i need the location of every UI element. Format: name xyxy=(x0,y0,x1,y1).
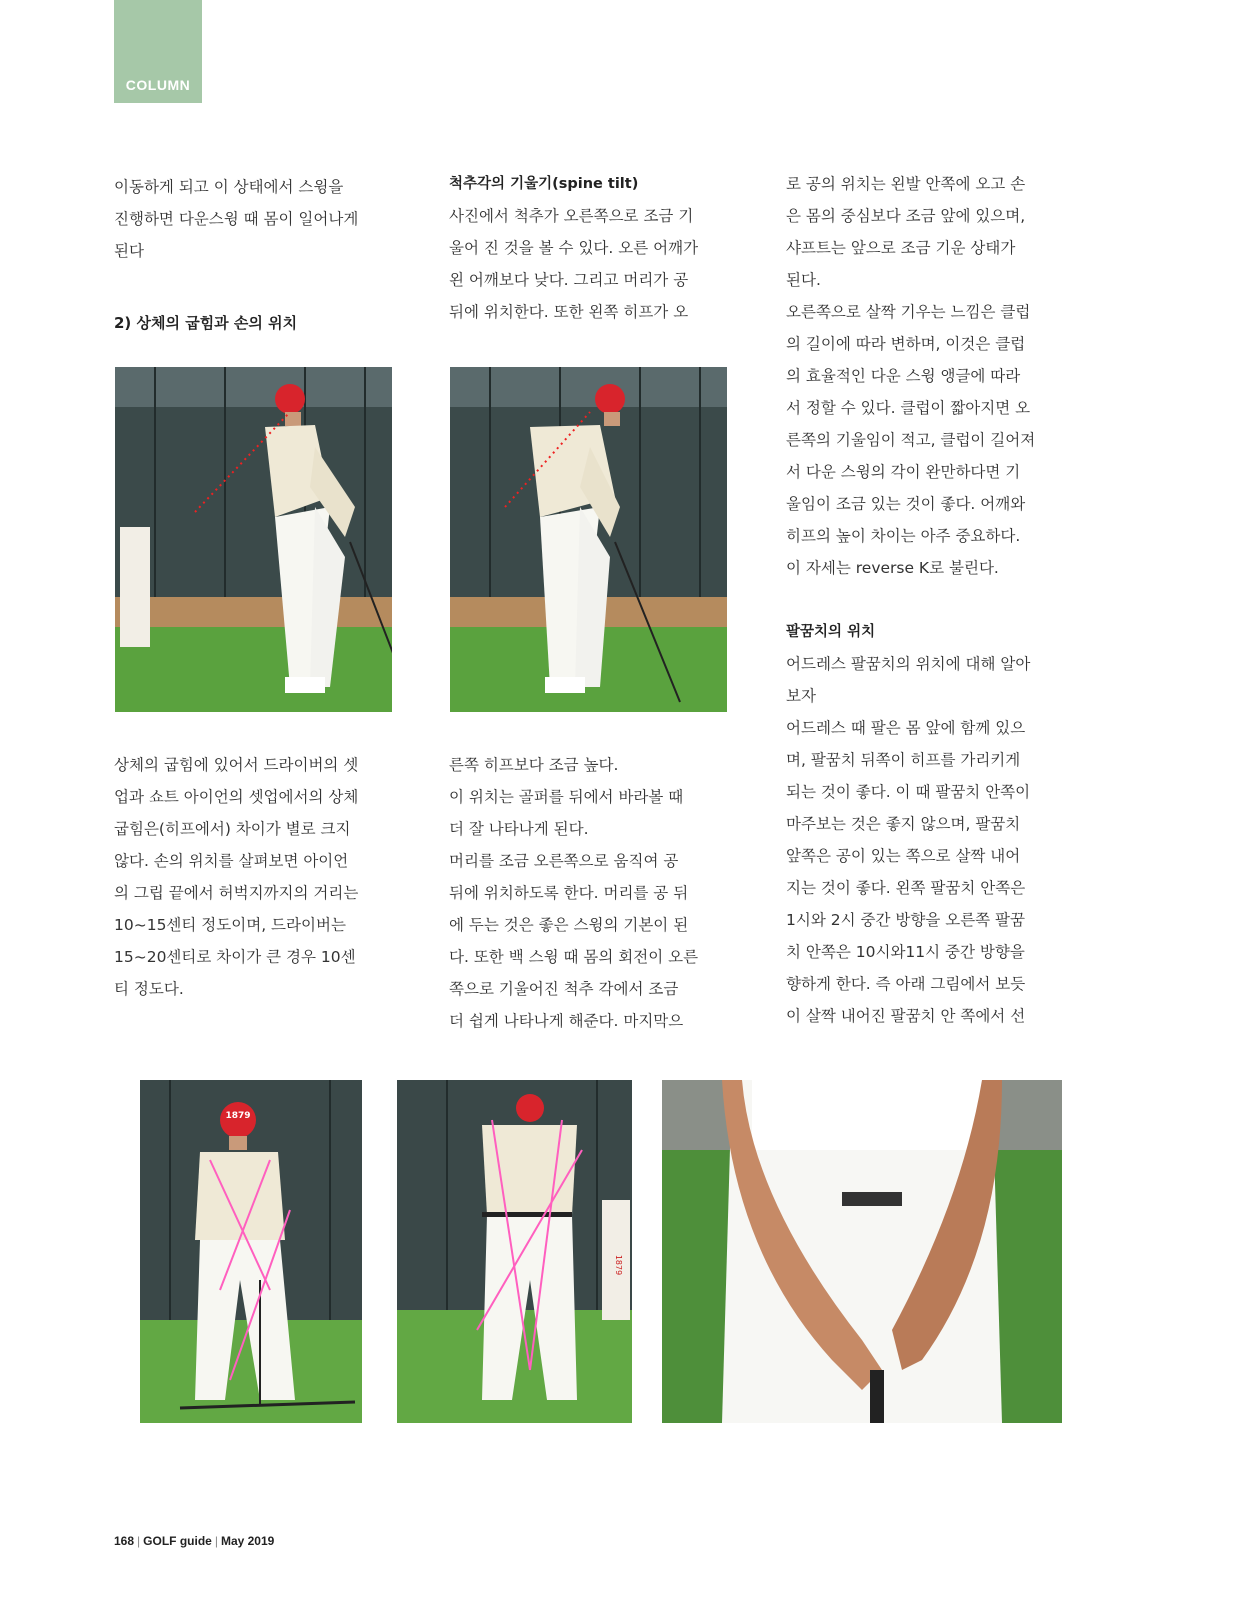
text-line: 15~20센티로 차이가 큰 경우 10센 xyxy=(114,948,356,966)
photo-elbow-closeup xyxy=(662,1080,1062,1423)
text-line: 로 공의 위치는 왼발 안쪽에 오고 손 xyxy=(786,175,1026,193)
bag-number: 1879 xyxy=(614,1254,623,1276)
text-line: 티 정도다. xyxy=(114,980,184,998)
text-line: 이 자세는 reverse K로 불린다. xyxy=(786,559,999,577)
text-line: 울어 진 것을 볼 수 있다. 오른 어깨가 xyxy=(449,239,699,257)
text-line: 더 잘 나타나게 된다. xyxy=(449,820,589,838)
text-line: 쪽으로 기울어진 척추 각에서 조금 xyxy=(449,980,679,998)
text-line: 이 살짝 내어진 팔꿈치 안 쪽에서 선 xyxy=(786,1007,1026,1025)
text-line: 않다. 손의 위치를 살펴보면 아이언 xyxy=(114,852,349,870)
magazine-name: GOLF guide xyxy=(143,1534,212,1548)
issue-date: May 2019 xyxy=(220,1534,275,1548)
text-line: 이동하게 되고 이 상태에서 스윙을 xyxy=(114,178,344,196)
photo-front-view xyxy=(140,1080,362,1423)
text-line: 업과 쇼트 아이언의 셋업에서의 상체 xyxy=(114,788,359,806)
middle-column-top xyxy=(449,168,698,328)
text-line: 되는 것이 좋다. 이 때 팔꿈치 안쪽이 xyxy=(786,783,1031,801)
text-line: 른쪽의 기울임이 적고, 클럽이 길어져 xyxy=(786,431,1036,449)
text-line: 치 안쪽은 10시와11시 중간 방향을 xyxy=(786,943,1025,961)
text-line: 오른쪽으로 살짝 기우는 느낌은 클럽 xyxy=(786,303,1031,321)
text-line: 왼 어깨보다 낮다. 그리고 머리가 공 xyxy=(449,271,689,289)
photo-rear-view xyxy=(397,1080,632,1423)
right-column xyxy=(786,168,1035,1032)
text-line: 의 길이에 따라 변하며, 이것은 클럽 xyxy=(786,335,1026,353)
text-line: 지는 것이 좋다. 왼쪽 팔꿈치 안쪽은 xyxy=(786,879,1026,897)
text-line: 어드레스 팔꿈치의 위치에 대해 알아 xyxy=(786,655,1031,673)
page-number: 168 xyxy=(114,1534,135,1548)
text-line: 뒤에 위치한다. 또한 왼쪽 히프가 오 xyxy=(449,303,689,321)
text-line: 서 다운 스윙의 각이 완만하다면 기 xyxy=(786,463,1021,481)
text-line: 의 그립 끝에서 허벅지까지의 거리는 xyxy=(114,884,359,902)
left-column-bottom xyxy=(114,749,358,1005)
middle-column-bottom xyxy=(449,749,698,1037)
photo-side-view-2 xyxy=(450,367,727,712)
text-line: 된다. xyxy=(786,271,821,289)
text-line: 앞쪽은 공이 있는 쪽으로 살짝 내어 xyxy=(786,847,1021,865)
text-line: 된다 xyxy=(114,242,144,260)
cap-number: 1879 xyxy=(225,1111,251,1121)
text-line: 머리를 조금 오른쪽으로 움직여 공 xyxy=(449,852,679,870)
text-line: 보자 xyxy=(786,687,816,705)
photo-side-view-1 xyxy=(115,367,392,712)
text-line: 사진에서 척추가 오른쪽으로 조금 기 xyxy=(449,207,694,225)
text-line: 울임이 조금 있는 것이 좋다. 어깨와 xyxy=(786,495,1026,513)
text-line: 마주보는 것은 좋지 않으며, 팔꿈치 xyxy=(786,815,1021,833)
subheading: 2) 상체의 굽힘과 손의 위치 xyxy=(114,314,298,332)
text-line: 더 쉽게 나타나게 해준다. 마지막으 xyxy=(449,1012,684,1030)
section-label: COLUMN xyxy=(125,77,191,93)
text-line: 뒤에 위치하도록 한다. 머리를 공 뒤 xyxy=(449,884,689,902)
text-line: 은 몸의 중심보다 조금 앞에 있으며, xyxy=(786,207,1026,225)
text-line: 1시와 2시 중간 방향을 오른쪽 팔꿈 xyxy=(786,911,1026,929)
column-tab xyxy=(114,0,202,103)
text-line: 른쪽 히프보다 조금 높다. xyxy=(449,756,619,774)
text-line: 다. 또한 백 스윙 때 몸의 회전이 오른 xyxy=(449,948,699,966)
text-line: 10~15센티 정도이며, 드라이버는 xyxy=(114,916,346,934)
text-line: 향하게 한다. 즉 아래 그림에서 보듯 xyxy=(786,975,1026,993)
text-line: 굽힘은(히프에서) 차이가 별로 크지 xyxy=(114,820,351,838)
left-column-top xyxy=(114,171,358,339)
text-line: 에 두는 것은 좋은 스윙의 기본이 된 xyxy=(449,916,689,934)
text-line: 상체의 굽힘에 있어서 드라이버의 셋 xyxy=(114,756,359,774)
text-line: 의 효율적인 다운 스윙 앵글에 따라 xyxy=(786,367,1021,385)
text-line: 어드레스 때 팔은 몸 앞에 함께 있으 xyxy=(786,719,1026,737)
section-heading: 팔꿈치의 위치 xyxy=(786,624,876,640)
page-footer: 168 | GOLF guide | May 2019 xyxy=(114,1534,275,1548)
text-line: 샤프트는 앞으로 조금 기운 상태가 xyxy=(786,239,1016,257)
text-line: 며, 팔꿈치 뒤쪽이 히프를 가리키게 xyxy=(786,751,1021,769)
text-line: 히프의 높이 차이는 아주 중요하다. xyxy=(786,527,1021,545)
section-heading: 척추각의 기울기(spine tilt) xyxy=(449,176,639,192)
text-line: 이 위치는 골퍼를 뒤에서 바라볼 때 xyxy=(449,788,684,806)
text-line: 진행하면 다운스윙 때 몸이 일어나게 xyxy=(114,210,359,228)
text-line: 서 정할 수 있다. 클럽이 짧아지면 오 xyxy=(786,399,1031,417)
